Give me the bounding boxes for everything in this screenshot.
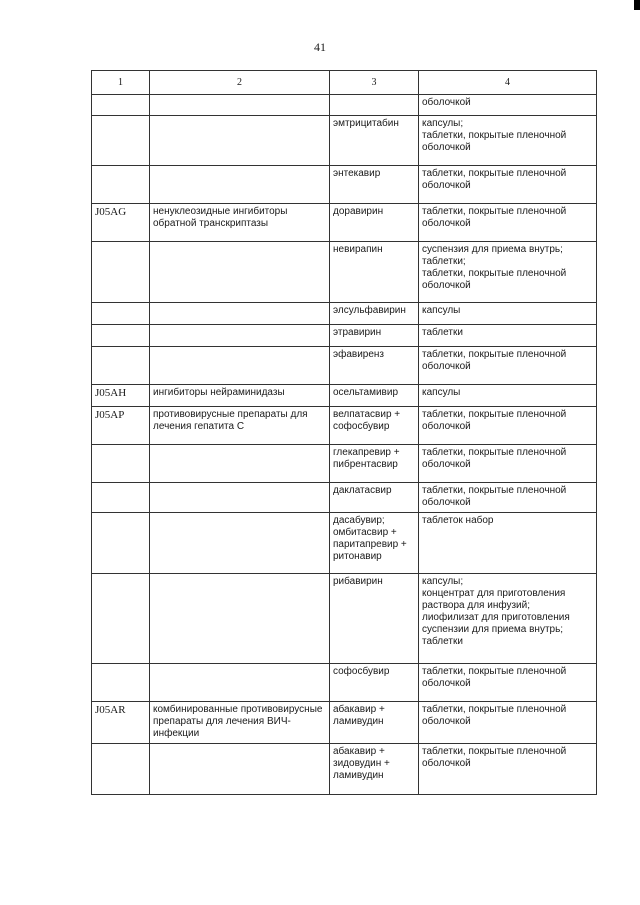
- drug-cell: дасабувир; омбитасвир + паритапревир + ритонавир: [330, 513, 419, 574]
- drug-cell: невирапин: [330, 242, 419, 303]
- atc-code-cell: [92, 242, 150, 303]
- atc-code-cell: [92, 116, 150, 166]
- table-row: [92, 303, 597, 325]
- atc-code-cell: [92, 166, 150, 204]
- group-cell: [150, 166, 330, 204]
- group-cell: [150, 325, 330, 347]
- group-cell: [150, 347, 330, 385]
- atc-code-cell: [92, 574, 150, 664]
- drug-cell: рибавирин: [330, 574, 419, 664]
- dosage-form-cell: таблетки, покрытые пленочной оболочкой: [419, 204, 597, 242]
- table-row: [92, 574, 597, 664]
- dosage-form-cell: капсулы: [419, 303, 597, 325]
- group-cell: ненуклеозидные ингибиторы обратной транскриптазы: [150, 204, 330, 242]
- dosage-form-cell: таблетки, покрытые пленочной оболочкой: [419, 347, 597, 385]
- drug-cell: эмтрицитабин: [330, 116, 419, 166]
- drug-cell: софосбувир: [330, 664, 419, 702]
- group-cell: ингибиторы нейраминидазы: [150, 385, 330, 407]
- table-row: [92, 242, 597, 303]
- table-row: [92, 116, 597, 166]
- drug-cell: абакавир + ламивудин: [330, 702, 419, 744]
- table-header-row: [92, 71, 597, 95]
- drug-cell: даклатасвир: [330, 483, 419, 513]
- group-cell: [150, 303, 330, 325]
- atc-code-cell: J05AG: [92, 204, 150, 242]
- table-row: [92, 166, 597, 204]
- column-header: 4: [419, 71, 597, 95]
- atc-code-cell: [92, 664, 150, 702]
- group-cell: [150, 744, 330, 795]
- group-cell: [150, 116, 330, 166]
- atc-code-cell: [92, 303, 150, 325]
- atc-code-cell: [92, 95, 150, 116]
- scan-corner-mark: [634, 0, 640, 10]
- atc-code-cell: [92, 445, 150, 483]
- atc-code-cell: [92, 325, 150, 347]
- table-row: [92, 445, 597, 483]
- drug-cell: энтекавир: [330, 166, 419, 204]
- drug-cell: [330, 95, 419, 116]
- group-cell: [150, 483, 330, 513]
- atc-code-cell: J05AP: [92, 407, 150, 445]
- atc-code-cell: [92, 347, 150, 385]
- table-row: [92, 385, 597, 407]
- column-header: 1: [92, 71, 150, 95]
- table-row: [92, 204, 597, 242]
- group-cell: [150, 95, 330, 116]
- group-cell: [150, 242, 330, 303]
- dosage-form-cell: таблетки, покрытые пленочной оболочкой: [419, 483, 597, 513]
- dosage-form-cell: таблетки, покрытые пленочной оболочкой: [419, 445, 597, 483]
- atc-code-cell: J05AH: [92, 385, 150, 407]
- group-cell: противовирусные препараты для лечения гепатита С: [150, 407, 330, 445]
- dosage-form-cell: таблетки, покрытые пленочной оболочкой: [419, 744, 597, 795]
- column-header: 2: [150, 71, 330, 95]
- group-cell: [150, 574, 330, 664]
- table-row: [92, 702, 597, 744]
- drug-cell: эфавиренз: [330, 347, 419, 385]
- group-cell: [150, 445, 330, 483]
- column-header: 3: [330, 71, 419, 95]
- table-row: [92, 347, 597, 385]
- drug-cell: элсульфавирин: [330, 303, 419, 325]
- drug-cell: этравирин: [330, 325, 419, 347]
- drug-cell: велпатасвир + софосбувир: [330, 407, 419, 445]
- group-cell: [150, 513, 330, 574]
- group-cell: [150, 664, 330, 702]
- drug-cell: доравирин: [330, 204, 419, 242]
- table-row: [92, 325, 597, 347]
- atc-code-cell: J05AR: [92, 702, 150, 744]
- drug-cell: глекапревир + пибрентасвир: [330, 445, 419, 483]
- table-row: [92, 744, 597, 795]
- dosage-form-cell: таблетки, покрытые пленочной оболочкой: [419, 407, 597, 445]
- drug-table: [91, 70, 597, 795]
- table-row: [92, 664, 597, 702]
- table-row: [92, 407, 597, 445]
- dosage-form-cell: капсулы: [419, 385, 597, 407]
- dosage-form-cell: капсулы; таблетки, покрытые пленочной оболочкой: [419, 116, 597, 166]
- dosage-form-cell: капсулы; концентрат для приготовления раствора для инфузий; лиофилизат для приготовления суспензии для приема внутрь; таблетки: [419, 574, 597, 664]
- dosage-form-cell: суспензия для приема внутрь; таблетки; таблетки, покрытые пленочной оболочкой: [419, 242, 597, 303]
- atc-code-cell: [92, 744, 150, 795]
- dosage-form-cell: таблетки, покрытые пленочной оболочкой: [419, 664, 597, 702]
- atc-code-cell: [92, 513, 150, 574]
- drug-cell: абакавир + зидовудин + ламивудин: [330, 744, 419, 795]
- table-row: [92, 513, 597, 574]
- dosage-form-cell: оболочкой: [419, 95, 597, 116]
- group-cell: комбинированные противовирусные препараты для лечения ВИЧ-инфекции: [150, 702, 330, 744]
- drug-cell: осельтамивир: [330, 385, 419, 407]
- dosage-form-cell: таблетки, покрытые пленочной оболочкой: [419, 166, 597, 204]
- dosage-form-cell: таблетки: [419, 325, 597, 347]
- dosage-form-cell: таблетки, покрытые пленочной оболочкой: [419, 702, 597, 744]
- page-number: 41: [314, 40, 326, 54]
- table-row: [92, 483, 597, 513]
- table-row: [92, 95, 597, 116]
- dosage-form-cell: таблеток набор: [419, 513, 597, 574]
- atc-code-cell: [92, 483, 150, 513]
